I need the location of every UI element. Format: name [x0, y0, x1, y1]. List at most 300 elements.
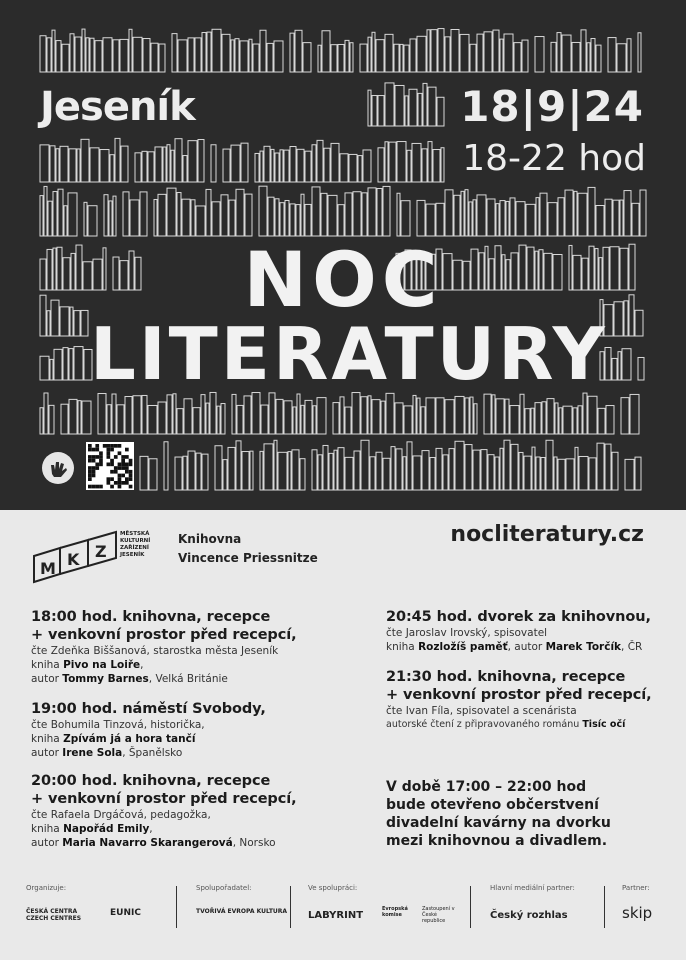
book-spine [409, 89, 417, 126]
book-spine [297, 394, 300, 434]
book-spine [74, 347, 83, 380]
book-spine [333, 403, 339, 434]
book-spine [284, 150, 289, 182]
book-spine [237, 405, 243, 434]
book-spine [496, 204, 499, 236]
book-spine [82, 29, 85, 72]
book-spine [606, 406, 614, 434]
book-spine [404, 45, 409, 72]
book-spine [318, 455, 322, 490]
book-spine [596, 45, 601, 72]
book-spine [222, 34, 230, 72]
qr-module [118, 444, 122, 448]
book-spine [143, 39, 150, 72]
program-line: kniha Napořád Emily, [31, 823, 153, 835]
book-spine [510, 406, 519, 434]
program-line: kniha Zpívám já a hora tančí [31, 733, 196, 745]
logo-caption-line: MĚSTSKÁ [120, 531, 150, 537]
book-spine [504, 440, 510, 490]
qr-module [121, 474, 125, 478]
book-spine [236, 189, 244, 236]
book-spine [206, 403, 209, 434]
book-spine [412, 143, 421, 182]
book-spine [175, 457, 182, 490]
qr-module [107, 451, 111, 455]
book-spine [360, 44, 367, 72]
book-spine [635, 457, 641, 490]
book-spine [381, 401, 385, 434]
logo-caption [120, 531, 150, 559]
book-spine [188, 451, 195, 490]
program-heading: + venkovní prostor před recepcí, [386, 687, 652, 703]
qr-module [107, 455, 111, 459]
program-heading: 20:00 hod. knihovna, recepce [31, 773, 271, 789]
book-spine [261, 405, 268, 434]
qr-module [95, 448, 99, 452]
qr-module [125, 463, 129, 467]
book-spine [240, 41, 248, 72]
program-item [31, 700, 266, 760]
book-spine [338, 205, 344, 236]
book-spine [232, 394, 236, 434]
book-spine [413, 456, 421, 490]
qr-module [125, 470, 129, 474]
event-hours: 18-22 hod [462, 138, 646, 179]
book-spine [386, 393, 394, 434]
book-spine [260, 151, 263, 182]
book-spine [624, 191, 631, 236]
program-line: čte Ivan Fíla, spisovatel a scenárista [386, 705, 577, 717]
book-spine [422, 149, 427, 182]
book-spine [285, 200, 289, 236]
book-spine [48, 201, 52, 236]
book-spine [221, 404, 225, 434]
website-link[interactable]: nocliteratury.cz [450, 522, 644, 547]
book-spine [613, 200, 619, 236]
book-spine [454, 195, 460, 236]
qr-module [110, 463, 114, 467]
program-heading: 18:00 hod. knihovna, recepce [31, 609, 271, 625]
title-line-2: LITERATURY [90, 312, 608, 396]
program-line: autor Maria Navarro Skarangerová, Norsko [31, 837, 276, 849]
book-spine [221, 195, 228, 236]
book-spine [473, 200, 476, 236]
partner-label: Hlavní mediální partner: [490, 884, 575, 892]
book-spine [547, 399, 554, 434]
book-spine [572, 42, 580, 72]
qr-module [121, 466, 125, 470]
book-spine [167, 395, 172, 434]
book-spine [177, 193, 181, 236]
book-spine [184, 399, 192, 434]
book-spine [58, 189, 63, 236]
book-spine [280, 203, 284, 236]
book-spine [340, 154, 348, 182]
eunic-logo: EUNIC [110, 908, 141, 918]
book-spine [395, 403, 403, 434]
book-spine [630, 394, 639, 434]
book-spine [107, 405, 111, 434]
book-spine [264, 146, 270, 182]
book-spine [95, 41, 102, 72]
book-spine [223, 460, 227, 490]
qr-module [88, 459, 92, 463]
program-heading: + venkovní prostor před recepcí, [31, 791, 297, 807]
book-spine [295, 30, 302, 72]
book-spine [350, 43, 353, 72]
logo-caption-line: ZAŘÍZENÍ [120, 545, 149, 551]
book-spine [167, 145, 170, 182]
book-spine [56, 41, 61, 72]
qr-module [129, 463, 133, 467]
book-spine [436, 203, 444, 236]
program-line: čte Rafaela Drgáčová, pedagožka, [31, 809, 211, 821]
logo-letter: K [67, 550, 80, 569]
book-spine [196, 453, 201, 490]
book-spine [612, 358, 617, 380]
book-spine [428, 142, 432, 182]
qr-module [88, 485, 92, 489]
partner-label: Ve spolupráci: [308, 884, 358, 892]
book-spine [536, 198, 539, 236]
book-spine [372, 96, 377, 126]
partners-strip [0, 876, 686, 936]
book-spine [608, 38, 616, 72]
book-spine [140, 456, 148, 490]
book-spine [158, 194, 166, 236]
book-spine [305, 151, 311, 182]
book-spine [196, 206, 205, 236]
qr-module [95, 485, 99, 489]
book-spine [297, 149, 304, 182]
book-spine [313, 406, 316, 434]
book-spine [228, 447, 235, 490]
book-spine [410, 39, 416, 72]
book-spine [352, 393, 360, 434]
book-spine [535, 403, 541, 434]
book-spine [618, 352, 621, 380]
book-spine [605, 199, 612, 236]
qr-module [110, 448, 114, 452]
book-spine [113, 40, 119, 72]
qr-module [110, 444, 114, 448]
qr-module [88, 444, 92, 448]
book-spine [536, 457, 540, 490]
book-spine [559, 408, 562, 434]
qr-module [125, 466, 129, 470]
program-item [386, 608, 651, 654]
book-spine [215, 446, 222, 490]
qr-module [95, 444, 99, 448]
book-spine [417, 36, 426, 72]
book-spine [583, 393, 587, 434]
book-spine [484, 32, 492, 72]
book-spine [53, 192, 57, 236]
qr-module [125, 448, 129, 452]
qr-module [118, 477, 122, 481]
book-spine [578, 193, 587, 236]
divider [470, 886, 471, 928]
book-spine [426, 398, 435, 434]
book-spine [323, 445, 328, 490]
event-date: 18|9|24 [460, 82, 644, 131]
book-spine [69, 349, 73, 380]
book-spine [133, 396, 141, 434]
book-spine [276, 399, 283, 434]
book-spine [305, 204, 311, 236]
book-spine [417, 200, 425, 236]
book-spine [312, 450, 317, 490]
program-item [386, 668, 652, 732]
qr-code-icon[interactable] [86, 442, 134, 490]
book-spine [345, 407, 351, 434]
book-spine [125, 397, 132, 434]
book-spine [202, 33, 206, 72]
book-spine [455, 396, 464, 434]
book-spine [385, 142, 388, 182]
book-spine [574, 191, 577, 236]
partner-label: Partner: [622, 884, 650, 892]
qr-module [107, 481, 111, 485]
book-spine [158, 402, 166, 434]
book-spine [113, 196, 116, 236]
qr-module [107, 448, 111, 452]
library-line-1: Knihovna [178, 532, 242, 546]
book-spine [86, 38, 89, 72]
book-spine [455, 441, 464, 490]
book-spine [407, 442, 412, 490]
qr-module [92, 485, 96, 489]
qr-module [129, 459, 133, 463]
book-spine [430, 458, 435, 490]
book-spine [100, 150, 109, 182]
logo-letter: M [40, 559, 56, 578]
book-spine [207, 32, 211, 72]
book-spine [500, 448, 503, 490]
qr-module [92, 448, 96, 452]
closing-note [386, 778, 611, 850]
book-spine [178, 40, 187, 72]
book-spine [274, 440, 277, 490]
book-spine [566, 459, 574, 490]
qr-module [99, 455, 103, 459]
book-spine [541, 458, 545, 490]
book-spine [260, 30, 266, 72]
book-spine [264, 444, 273, 490]
book-spine [288, 452, 291, 490]
program-heading: + venkovní prostor před recepcí, [31, 627, 297, 643]
book-spine [78, 401, 81, 434]
book-spine [617, 44, 626, 72]
book-spine [206, 189, 211, 236]
book-spine [275, 153, 279, 182]
eu-commission-logo: Evropská komise [382, 906, 408, 918]
closing-line: mezi knihovnou a divadlem. [386, 833, 608, 849]
book-spine [575, 447, 578, 490]
book-spine [129, 29, 132, 72]
book-spine [403, 457, 406, 490]
book-spine [496, 399, 504, 434]
book-spine [142, 395, 147, 434]
skip-logo: skip [622, 904, 653, 922]
book-spine [40, 145, 49, 182]
book-spine [260, 451, 263, 490]
program-line: čte Zdeňka Biššanová, starostka města Jeseník [31, 645, 279, 657]
book-spine [154, 199, 157, 236]
book-spine [164, 442, 168, 490]
book-spine [436, 398, 444, 434]
cesky-rozhlas-logo: Český rozhlas [490, 910, 568, 921]
qr-module [92, 459, 96, 463]
book-spine [622, 349, 631, 380]
book-spine [172, 34, 177, 72]
book-spine [148, 152, 154, 182]
qr-module [118, 481, 122, 485]
book-spine [532, 447, 535, 490]
book-spine [340, 397, 344, 434]
book-spine [354, 451, 360, 490]
book-spine [349, 154, 357, 182]
book-spine [548, 203, 557, 236]
closing-line: V době 17:00 – 22:00 hod [386, 779, 587, 795]
book-spine [229, 200, 235, 236]
book-spine [253, 44, 259, 72]
book-spine [331, 45, 337, 72]
book-spine [88, 206, 97, 236]
book-spine [52, 30, 55, 72]
book-spine [345, 457, 353, 490]
book-spine [115, 138, 120, 182]
book-spine [579, 456, 588, 490]
book-spine [324, 148, 330, 182]
program-line: čte Bohumila Tinzová, historička, [31, 719, 205, 731]
divider [176, 886, 177, 928]
book-spine [292, 450, 299, 490]
book-spine [461, 191, 464, 236]
czech-centres-logo: ČESKÁ CENTRA CZECH CENTRES [26, 908, 82, 922]
book-spine [103, 38, 112, 72]
book-spine [81, 139, 89, 182]
program-line: autor Irene Sola, Španělsko [31, 747, 183, 759]
book-spine [520, 394, 524, 434]
qr-module [88, 474, 92, 478]
book-spine [188, 38, 194, 72]
book-spine [531, 408, 534, 434]
book-spine [573, 408, 577, 434]
qr-module [114, 466, 118, 470]
book-spine [140, 192, 147, 236]
book-spine [474, 404, 477, 434]
book-spine [212, 202, 220, 236]
book-spine [558, 198, 564, 236]
book-spine [112, 394, 116, 434]
book-spine [183, 456, 187, 490]
book-spine [84, 202, 87, 236]
book-spine [495, 457, 499, 490]
program-line: autorské čtení z připravovaného románu Tisíc očí [386, 719, 626, 730]
book-spine [625, 459, 634, 490]
book-spine [492, 395, 495, 434]
book-spine [255, 153, 259, 182]
book-spine [236, 441, 241, 490]
qr-module [95, 455, 99, 459]
book-spine [171, 150, 174, 182]
qr-module [92, 470, 96, 474]
book-spine [353, 192, 361, 236]
book-spine [149, 459, 157, 490]
book-spine [117, 405, 124, 434]
program-item [31, 608, 297, 686]
logo-letter: Z [95, 542, 107, 561]
book-spine [142, 151, 147, 182]
book-spine [338, 44, 344, 72]
book-spine [252, 393, 260, 434]
book-spine [587, 43, 590, 72]
book-spine [383, 458, 390, 490]
book-spine [167, 188, 176, 236]
book-spine [565, 190, 573, 236]
book-spine [328, 195, 337, 236]
book-spine [44, 393, 48, 434]
qr-module [110, 485, 114, 489]
book-spine [558, 459, 565, 490]
book-spine [68, 193, 77, 236]
book-spine [201, 395, 205, 434]
qr-module [114, 470, 118, 474]
book-spine [481, 450, 487, 490]
book-spine [329, 453, 333, 490]
title-line-1: NOC [243, 235, 443, 324]
book-spine [551, 42, 556, 72]
book-spine [433, 150, 440, 182]
book-spine [378, 148, 384, 182]
book-spine [268, 197, 274, 236]
book-spine [400, 44, 403, 72]
book-spine [280, 150, 283, 182]
book-spine [376, 40, 384, 72]
book-spine [638, 357, 644, 380]
book-spine [377, 189, 382, 236]
book-spine [188, 141, 197, 182]
book-spine [524, 456, 531, 490]
book-spine [231, 40, 234, 72]
book-spine [422, 451, 429, 490]
qr-module [103, 444, 107, 448]
book-spine [338, 448, 344, 490]
book-spine [397, 193, 400, 236]
book-spine [175, 139, 182, 182]
book-spine [413, 395, 416, 434]
logo-caption-line: JESENÍK [120, 552, 145, 558]
book-spine [632, 203, 639, 236]
book-spine [290, 33, 294, 72]
eu-representation-text: Zastoupení v České republice [422, 906, 455, 924]
book-spine [148, 405, 157, 434]
qr-module [99, 459, 103, 463]
book-spine [77, 149, 80, 182]
book-spine [278, 452, 287, 490]
qr-module [129, 485, 133, 489]
book-spine [473, 450, 480, 490]
book-spine [562, 35, 571, 72]
qr-module [110, 459, 114, 463]
book-spine [445, 400, 454, 434]
book-spine [470, 44, 476, 72]
qr-module [129, 477, 133, 481]
book-spine [504, 34, 513, 72]
qr-module [125, 455, 129, 459]
book-spine [159, 44, 165, 72]
